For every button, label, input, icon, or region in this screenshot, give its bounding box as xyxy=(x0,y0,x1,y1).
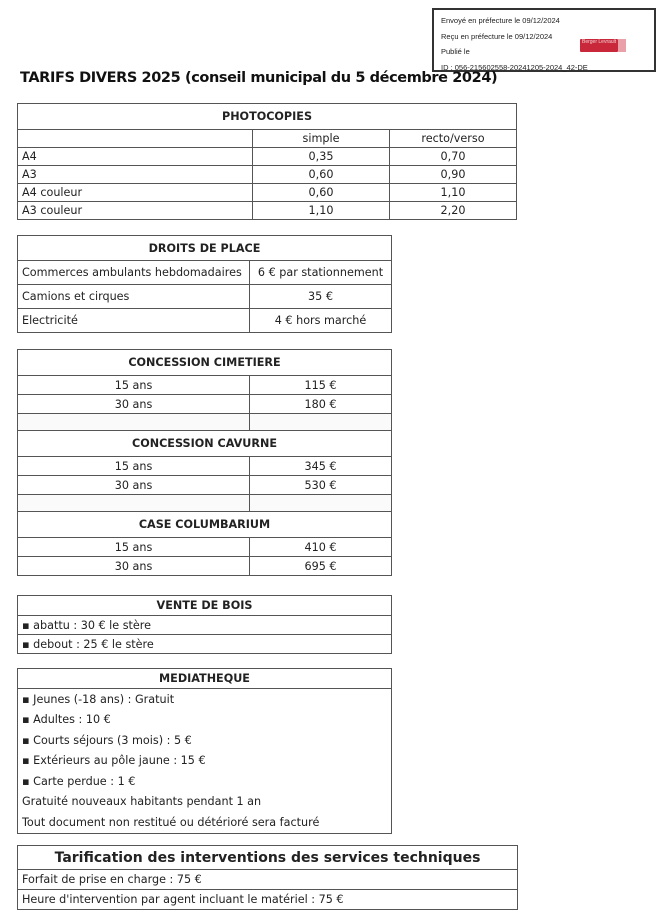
price: 115 € xyxy=(250,376,392,395)
spacer-row xyxy=(18,495,392,512)
list-item xyxy=(18,870,518,890)
list-item xyxy=(18,730,392,751)
columbarium-heading: CASE COLUMBARIUM xyxy=(18,512,392,538)
simple-price: 0,35 xyxy=(253,148,390,166)
table-row xyxy=(18,557,392,576)
stamp-published: Publié le xyxy=(441,47,470,56)
table-row xyxy=(18,309,392,333)
spacer-row xyxy=(18,414,392,431)
duration: 30 ans xyxy=(18,476,250,495)
mediatheque-table xyxy=(17,668,392,834)
format-label: A4 couleur xyxy=(18,184,253,202)
fee-label: Commerces ambulants hebdomadaires xyxy=(18,261,250,285)
table-row xyxy=(18,202,517,220)
table-row xyxy=(18,285,392,309)
bois-item: ▪ abattu : 30 € le stère xyxy=(18,616,392,635)
simple-price: 0,60 xyxy=(253,184,390,202)
list-item xyxy=(18,812,392,833)
duration: 15 ans xyxy=(18,376,250,395)
list-item xyxy=(18,890,518,910)
media-item: ▪ Adultes : 10 € xyxy=(18,710,392,731)
format-label: A3 couleur xyxy=(18,202,253,220)
droits-de-place-table xyxy=(17,235,392,333)
list-item xyxy=(18,689,392,710)
table-row xyxy=(18,376,392,395)
cimetiere-heading: CONCESSION CIMETIERE xyxy=(18,350,392,376)
droits-heading: DROITS DE PLACE xyxy=(18,236,392,261)
media-item: ▪ Jeunes (-18 ans) : Gratuit xyxy=(18,689,392,710)
list-item xyxy=(18,635,392,654)
stamp-sent: Envoyé en préfecture le 09/12/2024 xyxy=(441,16,560,25)
tech-item: Heure d'intervention par agent incluant le matériel : 75 € xyxy=(18,890,518,910)
cavurne-heading: CONCESSION CAVURNE xyxy=(18,431,392,457)
tech-heading: Tarification des interventions des services techniques xyxy=(18,846,518,870)
table-row xyxy=(18,476,392,495)
list-item xyxy=(18,751,392,772)
simple-price: 0,60 xyxy=(253,166,390,184)
stamp-received: Reçu en préfecture le 09/12/2024 xyxy=(441,32,553,41)
blank-cell xyxy=(18,414,250,431)
format-label: A3 xyxy=(18,166,253,184)
vente-de-bois-table xyxy=(17,595,392,654)
tech-item: Forfait de prise en charge : 75 € xyxy=(18,870,518,890)
fee-label: Electricité xyxy=(18,309,250,333)
list-item xyxy=(18,771,392,792)
berger-levrault-logo-icon: Berger Levrault xyxy=(580,39,618,52)
price: 410 € xyxy=(250,538,392,557)
media-item: ▪ Extérieurs au pôle jaune : 15 € xyxy=(18,751,392,772)
prefecture-stamp xyxy=(432,8,656,72)
photocopies-table xyxy=(17,103,517,220)
price: 695 € xyxy=(250,557,392,576)
recto-verso-price: 0,90 xyxy=(390,166,517,184)
bois-item: ▪ debout : 25 € le stère xyxy=(18,635,392,654)
simple-price: 1,10 xyxy=(253,202,390,220)
services-techniques-table xyxy=(17,845,518,910)
list-item xyxy=(18,792,392,813)
duration: 30 ans xyxy=(18,395,250,414)
fee-label: Camions et cirques xyxy=(18,285,250,309)
table-row xyxy=(18,166,517,184)
list-item xyxy=(18,710,392,731)
table-row xyxy=(18,184,517,202)
bois-heading: VENTE DE BOIS xyxy=(18,596,392,616)
photocopies-heading: PHOTOCOPIES xyxy=(18,104,517,130)
duration: 15 ans xyxy=(18,457,250,476)
media-note: Gratuité nouveaux habitants pendant 1 an xyxy=(18,792,392,813)
table-row xyxy=(18,457,392,476)
mediatheque-heading: MEDIATHEQUE xyxy=(18,669,392,689)
table-row xyxy=(18,148,517,166)
blank-cell xyxy=(18,495,250,512)
table-row xyxy=(18,538,392,557)
recto-verso-price: 1,10 xyxy=(390,184,517,202)
blank-cell xyxy=(250,414,392,431)
column-header xyxy=(18,130,253,148)
duration: 15 ans xyxy=(18,538,250,557)
column-header: simple xyxy=(253,130,390,148)
page-title: TARIFS DIVERS 2025 (conseil municipal du 5 décembre 2024) xyxy=(20,70,498,86)
blank-cell xyxy=(250,495,392,512)
recto-verso-price: 2,20 xyxy=(390,202,517,220)
price: 530 € xyxy=(250,476,392,495)
table-header-row xyxy=(18,130,517,148)
fee-price: 6 € par stationnement xyxy=(250,261,392,285)
table-row xyxy=(18,395,392,414)
table-row xyxy=(18,261,392,285)
recto-verso-price: 0,70 xyxy=(390,148,517,166)
format-label: A4 xyxy=(18,148,253,166)
media-item: ▪ Courts séjours (3 mois) : 5 € xyxy=(18,730,392,751)
duration: 30 ans xyxy=(18,557,250,576)
media-note: Tout document non restitué ou détérioré sera facturé xyxy=(18,812,392,833)
list-item xyxy=(18,616,392,635)
fee-price: 35 € xyxy=(250,285,392,309)
price: 345 € xyxy=(250,457,392,476)
column-header: recto/verso xyxy=(390,130,517,148)
media-item: ▪ Carte perdue : 1 € xyxy=(18,771,392,792)
stamp-id: ID : 056-215602558-20241205-2024_42-DE xyxy=(441,63,588,72)
price: 180 € xyxy=(250,395,392,414)
concessions-table xyxy=(17,349,392,576)
fee-price: 4 € hors marché xyxy=(250,309,392,333)
